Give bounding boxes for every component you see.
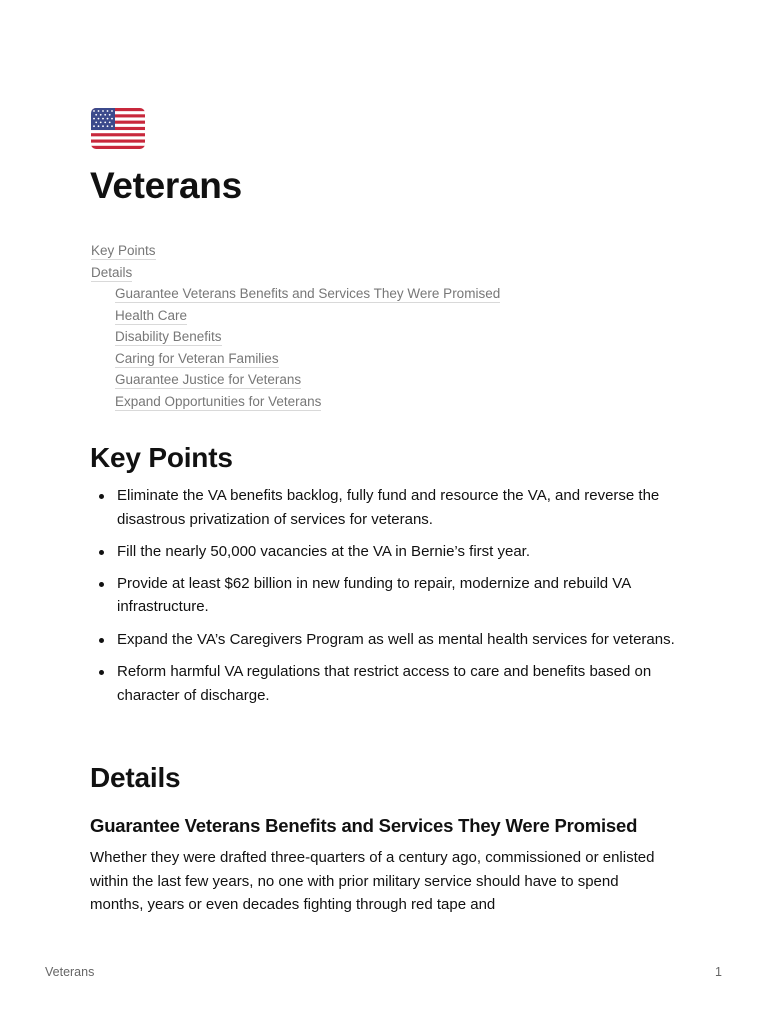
toc-item-details[interactable]: Details <box>91 264 133 280</box>
key-points-heading: Key Points <box>90 442 233 473</box>
list-item: Provide at least $62 billion in new funding to repair, modernize and rebuild VA infrastructure. <box>95 572 695 619</box>
footer-title: Veterans <box>45 965 95 979</box>
list-item: Eliminate the VA benefits backlog, fully fund and resource the VA, and reverse the disastrous privatization of services for veterans. <box>95 484 695 531</box>
key-points-list <box>95 484 695 707</box>
list-item: Reform harmful VA regulations that restrict access to care and benefits based on character of discharge. <box>95 660 695 707</box>
list-item: Expand the VA’s Caregivers Program as well as mental health services for veterans. <box>95 628 695 652</box>
table-of-contents <box>91 240 500 412</box>
details-heading: Details <box>90 762 181 793</box>
list-item: Fill the nearly 50,000 vacancies at the VA in Bernie’s first year. <box>95 540 695 564</box>
details-subheading: Guarantee Veterans Benefits and Services They Were Promised <box>90 815 638 836</box>
toc-item-disability-benefits[interactable]: Disability Benefits <box>115 329 222 344</box>
details-paragraph: Whether they were drafted three-quarters of a century ago, commissioned or enlisted within the last few years, no one with prior military service should have to spend months, years or even decades fighting through red tape and <box>90 849 655 913</box>
toc-item-justice[interactable]: Guarantee Justice for Veterans <box>115 372 302 387</box>
toc-item-opportunities[interactable]: Expand Opportunities for Veterans <box>115 393 322 409</box>
us-flag-icon <box>91 108 145 149</box>
toc-item-key-points[interactable]: Key Points <box>91 243 156 258</box>
toc-item-health-care[interactable]: Health Care <box>115 307 188 323</box>
toc-item-veteran-families[interactable]: Caring for Veteran Families <box>115 350 279 366</box>
toc-item-guarantee-benefits[interactable]: Guarantee Veterans Benefits and Services They Were Promised <box>115 286 501 301</box>
page-title: Veterans <box>90 165 242 206</box>
page-number: 1 <box>715 965 722 979</box>
